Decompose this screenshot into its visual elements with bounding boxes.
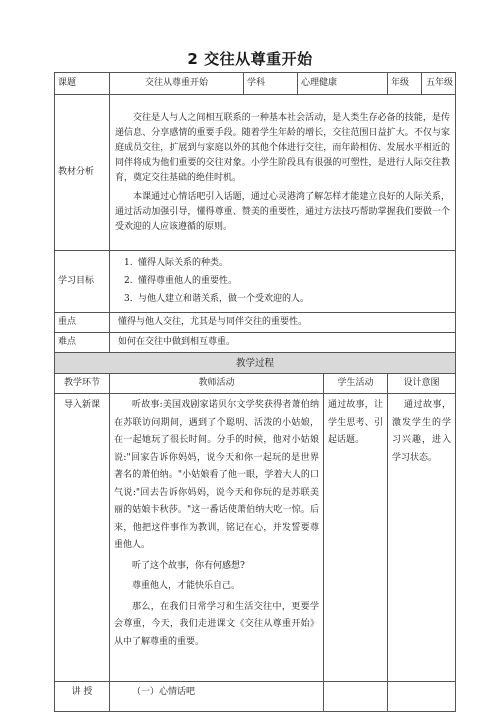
lesson-plan-sheet xyxy=(54,72,455,712)
teach-student-activity xyxy=(324,682,388,712)
grade-value: 五年级 xyxy=(426,78,454,88)
process-title: 教学过程 xyxy=(55,353,456,374)
analysis-label: 教材分析 xyxy=(55,95,110,251)
intro-story: 听故事:美国戏剧家诺贝尔文学奖获得者萧伯纳在苏联访问期间，遇到了个聪明、活泼的小姑娘，在一起她玩了很长时间。分手的时候，他对小姑娘说:"回家告诉你妈妈，说今天和你一起玩的是世界著名的萧伯纳。"小姑娘看了他一眼，学着大人的口气说:"回去告诉你妈妈，说今天和你玩的是苏联美丽的姑娘卡秋莎。"这一番话使萧伯纳大吃一惊。后来，他把这件事作为教训，铭记在心，并发誓要尊重他人。 xyxy=(114,400,319,550)
analysis-paragraph-1: 交往是人与人之间相互联系的一种基本社会活动，是人类生存必备的技能，是传递信息、分享感情的重要手段。随着学生年龄的增长，交往范围日益扩大。不仅与家庭成员交往，扩展到与家庭以外的其他个体进行交往，而年龄相仿、发展水平相近的同伴将成为他们重要的交往对象。小学生阶段具有很强的可塑性，是进行人际交往教育，奠定交往基础的绝佳时机。 xyxy=(115,112,451,183)
header-row xyxy=(55,73,456,95)
teach-stage: 讲 授 xyxy=(55,682,110,712)
intro-stage: 导入新课 xyxy=(55,394,110,682)
subject-value: 心理健康 xyxy=(298,73,388,95)
list-item: 2. 懂得尊重他人的重要性。 xyxy=(124,276,238,286)
intro-design-intent: 通过故事，激发学生的学习兴趣，进入学习状态。 xyxy=(388,394,456,682)
key-point-text: 懂得与他人交往，尤其是与同伴交往的重要性。 xyxy=(110,313,456,333)
col-intent: 设计意图 xyxy=(388,374,456,394)
col-teacher: 教师活动 xyxy=(110,374,324,394)
grade-label: 年级 xyxy=(388,73,422,94)
intro-row xyxy=(55,394,456,682)
teach-design-intent xyxy=(388,682,456,712)
analysis-content xyxy=(110,95,456,251)
objectives-row xyxy=(55,251,456,313)
process-title-row xyxy=(55,353,456,374)
list-item: 3. 与他人建立和谐关系，做一个受欢迎的人。 xyxy=(124,294,310,304)
analysis-paragraph-2: 本课通过心情话吧引入话题，通过心灵港湾了解怎样才能建立良好的人际关系，通过活动加强引导，懂得尊重、赞美的重要性，通过方法技巧帮助掌握我们要做一个受欢迎的人应该遵循的原则。 xyxy=(115,191,451,232)
objectives-content xyxy=(110,251,456,313)
key-point-label: 重点 xyxy=(55,313,110,333)
page-title: 2 交往从尊重开始 xyxy=(187,50,313,68)
objectives-list xyxy=(110,256,455,307)
course-value: 交往从尊重开始 xyxy=(110,73,244,95)
course-label: 课题 xyxy=(55,73,110,95)
lesson-plan-table xyxy=(54,72,456,712)
objectives-label: 学习目标 xyxy=(55,251,110,313)
intro-transition: 那么，在我们日常学习和生活交往中，更要学会尊重，今天，我们走进课文《交往从尊重开始》从中了解尊重的重要。 xyxy=(114,601,319,647)
intro-student-activity: 通过故事，让学生思考、引起话题。 xyxy=(324,394,388,682)
list-item: 1. 懂得人际关系的种类。 xyxy=(124,258,229,268)
intro-question: 听了这个故事，你有何感想? xyxy=(132,560,245,571)
teach-row xyxy=(55,682,456,712)
grade-cell xyxy=(388,73,456,95)
subject-label: 学科 xyxy=(244,73,298,95)
difficulty-label: 难点 xyxy=(55,333,110,353)
col-stage: 教学环节 xyxy=(55,374,110,394)
intro-teacher-activity xyxy=(110,394,324,682)
teach-teacher-activity: （一）心情话吧 xyxy=(110,682,324,712)
process-columns-row xyxy=(55,374,456,394)
difficulty-text: 如何在交往中做到相互尊重。 xyxy=(110,333,456,353)
col-student: 学生活动 xyxy=(324,374,388,394)
key-point-row xyxy=(55,313,456,333)
difficulty-row xyxy=(55,333,456,353)
analysis-row xyxy=(55,95,456,251)
intro-answer: 尊重他人，才能快乐自己。 xyxy=(132,581,241,591)
